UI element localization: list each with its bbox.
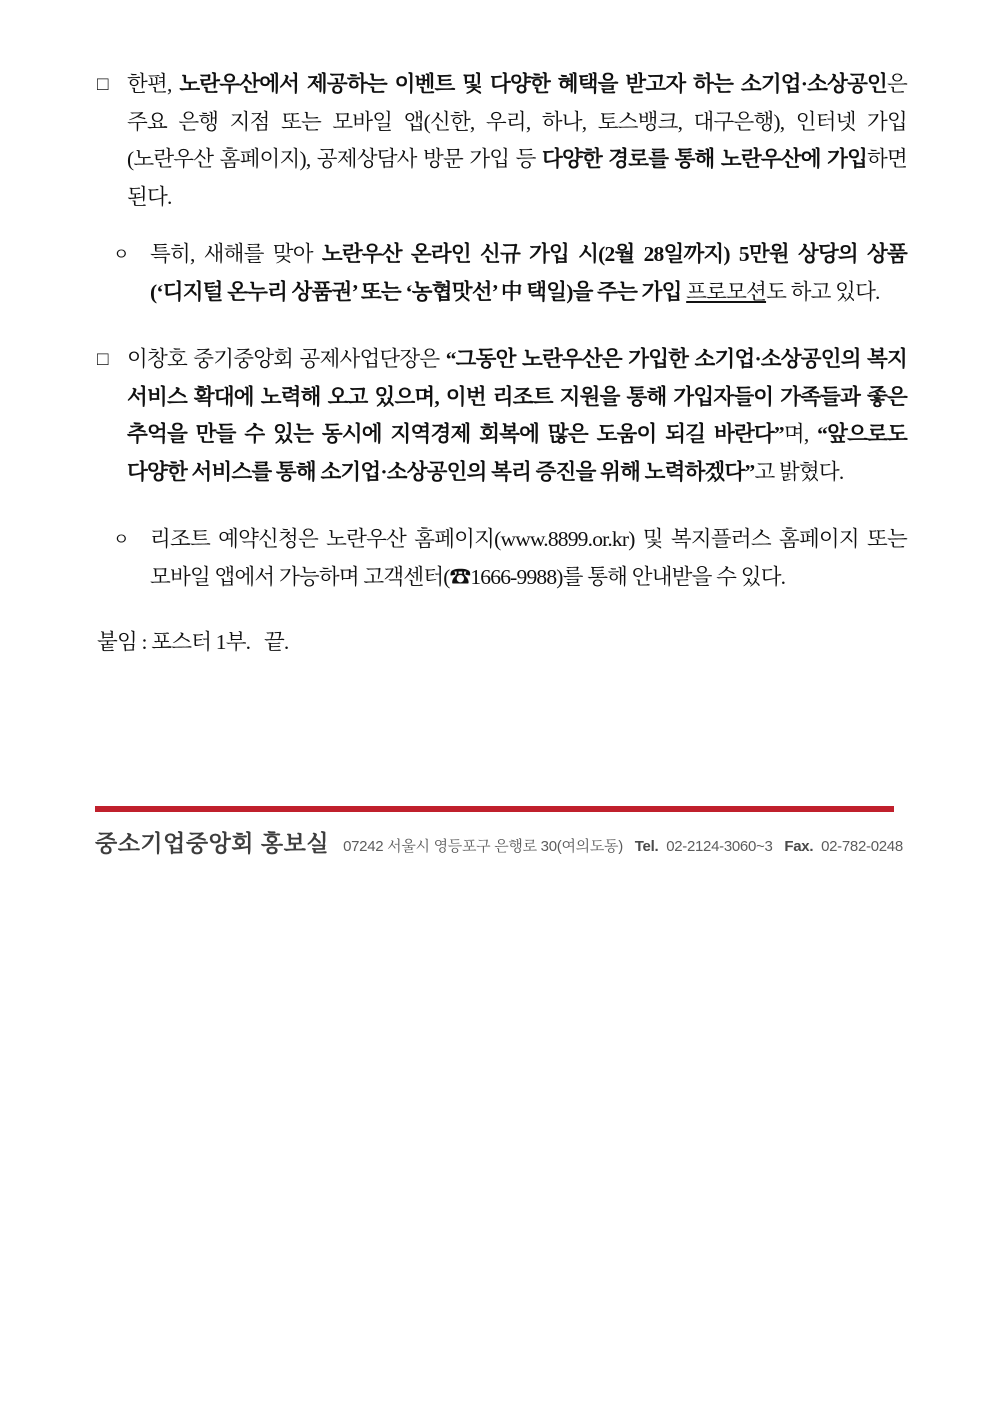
tel-label: Tel. xyxy=(634,838,659,855)
footer-divider xyxy=(95,806,894,812)
paragraph-promotion xyxy=(97,236,907,311)
org-name: 중소기업중앙회 홍보실 xyxy=(95,830,330,856)
square-bullet-icon: □ xyxy=(97,349,108,370)
footer-contact-line xyxy=(95,825,903,858)
document-body xyxy=(97,66,907,662)
paragraph-text: 한편, 노란우산에서 제공하는 이벤트 및 다양한 혜택을 받고자 하는 소기업·소상공인은 주요 은행 지점 또는 모바일 앱(신한, 우리, 하나, 토스뱅크, 대구은행), 인터넷 가입(노란우산 홈페이지), 공제상담사 방문 가입 등 다양한 경로를 통해 노란우산에 가입하면 된다. xyxy=(127,72,908,209)
paragraph-text: 리조트 예약신청은 노란우산 홈페이지(www.8899.or.kr) 및 복지플러스 홈페이지 또는 모바일 앱에서 가능하며 고객센터(☎1666-9988)를 통해 안내받을 수 있다. xyxy=(150,527,907,589)
footer-address xyxy=(343,835,903,856)
paragraph-text: 특히, 새해를 맞아 노란우산 온라인 신규 가입 시(2월 28일까지) 5만원 상당의 상품(‘디지털 온누리 상품권’ 또는 ‘농협맛선’ 中 택일)을 주는 가입 프로모션도 하고 있다. xyxy=(150,242,907,304)
footer xyxy=(95,806,903,858)
square-bullet-icon: □ xyxy=(97,74,108,95)
paragraph-join-channels xyxy=(97,66,907,216)
paragraph-reservation xyxy=(97,521,907,596)
fax-number: 02-782-0248 xyxy=(821,838,903,855)
tel-number: 02-2124-3060~3 xyxy=(666,838,773,855)
paragraph-text: 이창호 중기중앙회 공제사업단장은 “그동안 노란우산은 가입한 소기업·소상공인의 복지 서비스 확대에 노력해 오고 있으며, 이번 리조트 지원을 통해 가입자들이 가족들과 좋은 추억을 만들 수 있는 동시에 지역경제 회복에 많은 도움이 되길 바란다”며, “앞으로도 다양한 서비스를 통해 소기업·소상공인의 복리 증진을 위해 노력하겠다”고 밝혔다. xyxy=(127,347,907,484)
circle-bullet-icon: ㅇ xyxy=(113,530,129,549)
circle-bullet-icon: ㅇ xyxy=(113,245,129,264)
attachment-line: 붙임 : 포스터 1부. 끝. xyxy=(97,630,289,654)
address-text: 07242 서울시 영등포구 은행로 30(여의도동) xyxy=(343,838,623,855)
paragraph-quote xyxy=(97,341,907,491)
fax-label: Fax. xyxy=(784,838,814,855)
